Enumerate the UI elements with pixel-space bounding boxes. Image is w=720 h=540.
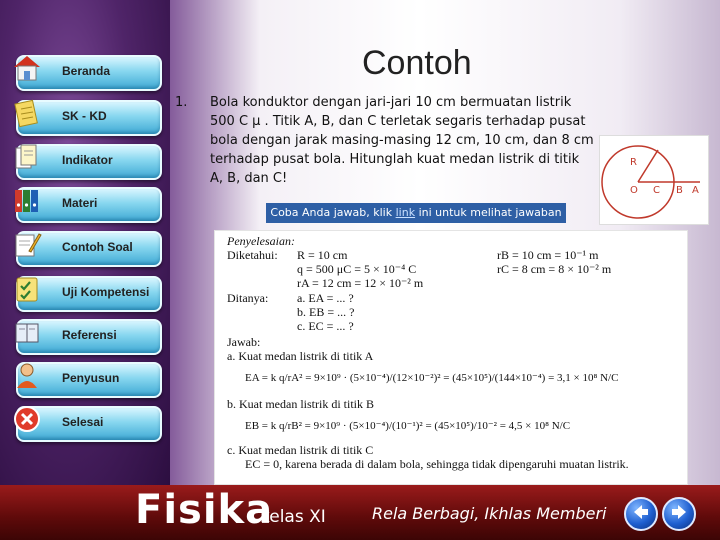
menu-label: Contoh Soal	[62, 240, 133, 254]
label-a: A	[692, 185, 699, 196]
problem-text: Bola konduktor dengan jari-jari 10 cm bermuatan listrik 500 C μ . Titik A, B, dan C terletak segaris terhadap pusat bola dengan jarak masing-masing 12 cm, 10 cm, dan 8 cm terhadap pusat bola. Hitunglah kuat medan listrik di titik A, B, dan C!	[210, 95, 594, 186]
known-line: R = 10 cm	[297, 248, 348, 262]
part-c-title: c. Kuat medan listrik di titik C	[227, 443, 374, 457]
close-icon	[10, 402, 44, 436]
asked-label: Ditanya:	[227, 291, 269, 305]
known-line: rA = 12 cm = 12 × 10⁻² m	[297, 276, 424, 290]
menu-label: SK - KD	[62, 109, 107, 123]
answer-link[interactable]: link	[395, 206, 416, 219]
asked-line: c. EC = ... ?	[297, 319, 354, 333]
pencil-paper-icon	[10, 227, 44, 261]
page-title: Contoh	[362, 44, 472, 82]
part-c-text: EC = 0, karena berada di dalam bola, sehingga tidak dipengaruhi muatan listrik.	[245, 457, 629, 471]
menu-label: Penyusun	[62, 371, 120, 385]
menu-item-selesai[interactable]	[16, 406, 162, 442]
menu-item-materi[interactable]	[16, 187, 162, 223]
menu-label: Referensi	[62, 328, 117, 342]
person-icon	[10, 358, 44, 392]
menu-label: Materi	[62, 196, 98, 210]
hint-suffix: ini untuk melihat jawaban	[415, 206, 562, 219]
footer-kelas: kelas XI	[260, 507, 326, 527]
menu-item-referensi[interactable]	[16, 319, 162, 355]
known-line: rC = 8 cm = 8 × 10⁻² m	[497, 262, 612, 276]
label-r: R	[630, 157, 637, 168]
book-icon	[10, 315, 44, 349]
known-line: rB = 10 cm = 10⁻¹ m	[497, 248, 599, 262]
next-button[interactable]	[662, 497, 696, 531]
footer-motto: Rela Berbagi, Ikhlas Memberi	[372, 504, 607, 523]
menu-item-indikator[interactable]	[16, 144, 162, 180]
documents-icon	[10, 140, 44, 174]
part-a-equation: EA = k q/rA² = 9×10⁹ · (5×10⁻⁴)/(12×10⁻²)² = (45×10⁵)/(144×10⁻⁴) = 3,1 × 10⁸ N/C	[245, 372, 619, 384]
home-icon	[10, 51, 44, 85]
prev-button[interactable]	[624, 497, 658, 531]
notes-icon	[10, 96, 44, 130]
known-label: Diketahui:	[227, 248, 278, 262]
menu-item-beranda[interactable]	[16, 55, 162, 91]
answer-label: Jawab:	[227, 335, 261, 349]
solution-heading: Penyelesaian:	[227, 234, 295, 248]
hint-prefix: Coba Anda jawab, klik	[270, 206, 396, 219]
part-b-equation: EB = k q/rB² = 9×10⁹ · (5×10⁻⁴)/(10⁻¹)² = (45×10⁵)/10⁻² = 4,5 × 10⁸ N/C	[245, 420, 571, 432]
footer-brand: Fisika	[135, 487, 274, 533]
problem-number: 1.	[175, 95, 188, 110]
known-line: q = 500 μC = 5 × 10⁻⁴ C	[297, 262, 417, 276]
menu-label: Selesai	[62, 415, 104, 429]
hint-bar	[266, 203, 566, 223]
sphere-diagram	[599, 135, 709, 225]
label-c: C	[653, 185, 660, 196]
menu-item-contoh-soal[interactable]	[16, 231, 162, 267]
menu-label: Indikator	[62, 153, 113, 167]
asked-line: a. EA = ... ?	[297, 291, 354, 305]
binders-icon	[10, 183, 44, 217]
menu-item-penyusun[interactable]	[16, 362, 162, 398]
arrow-right-icon	[670, 503, 688, 525]
solution-image	[214, 230, 688, 485]
menu-label: Beranda	[62, 64, 111, 78]
label-b: B	[676, 185, 683, 196]
part-b-title: b. Kuat medan listrik di titik B	[227, 397, 374, 411]
checklist-icon	[10, 272, 44, 306]
menu-item-uji-kompetensi[interactable]	[16, 276, 162, 312]
menu-label: Uji Kompetensi	[62, 285, 150, 299]
menu-item-sk-kd[interactable]	[16, 100, 162, 136]
arrow-left-icon	[632, 503, 650, 525]
part-a-title: a. Kuat medan listrik di titik A	[227, 349, 374, 363]
footer-bar	[0, 485, 720, 540]
asked-line: b. EB = ... ?	[297, 305, 355, 319]
label-o: O	[630, 185, 638, 196]
